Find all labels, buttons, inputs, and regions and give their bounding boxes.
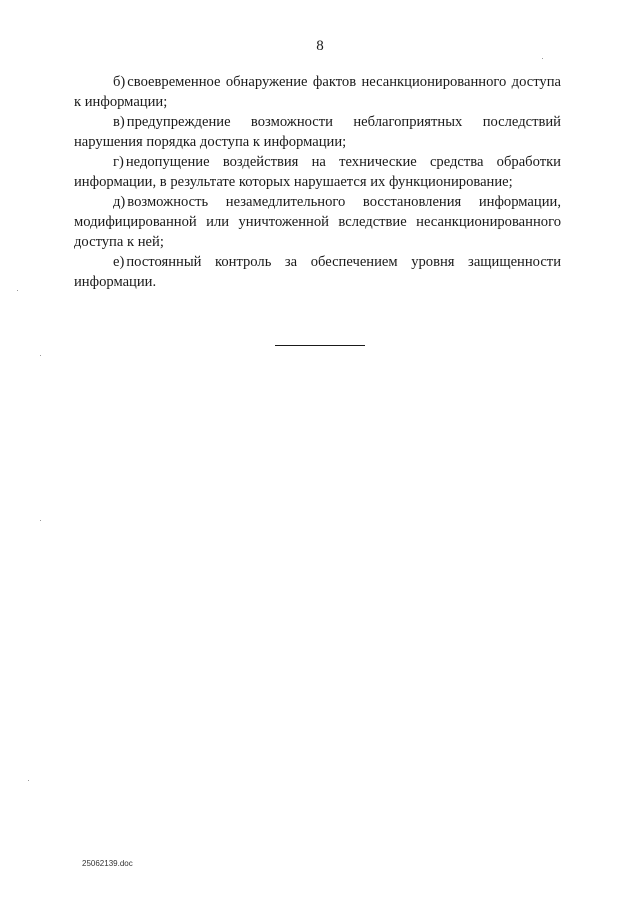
list-item-text: возможность незамедлительного восстановления информации, модифицированной или уничтоженной вследствие несанкционированного доступа к ней;	[74, 194, 561, 250]
document-body	[74, 72, 561, 292]
list-item-text: предупреждение возможности неблагоприятных последствий нарушения порядка доступа к информации;	[74, 114, 561, 150]
list-marker: е)	[113, 254, 125, 270]
list-item	[74, 112, 561, 152]
list-marker: б)	[113, 74, 126, 90]
list-marker: д)	[113, 194, 126, 210]
list-item-text: своевременное обнаружение фактов несанкционированного доступа к информации;	[74, 74, 561, 110]
scan-speck	[542, 58, 543, 59]
list-marker: в)	[113, 114, 125, 130]
list-item	[74, 152, 561, 192]
scan-speck	[17, 290, 18, 291]
list-marker: г)	[113, 154, 124, 170]
end-divider	[275, 345, 365, 346]
list-item	[74, 192, 561, 252]
list-item	[74, 252, 561, 292]
list-item	[74, 72, 561, 112]
scan-speck	[40, 520, 41, 521]
footer-filename: 25062139.doc	[82, 859, 133, 868]
scan-speck	[28, 780, 29, 781]
list-item-text: постоянный контроль за обеспечением уровня защищенности информации.	[74, 254, 561, 290]
list-item-text: недопущение воздействия на технические средства обработки информации, в результате которых нарушается их функционирование;	[74, 154, 561, 190]
scan-speck	[40, 355, 41, 356]
page-number: 8	[316, 38, 324, 54]
